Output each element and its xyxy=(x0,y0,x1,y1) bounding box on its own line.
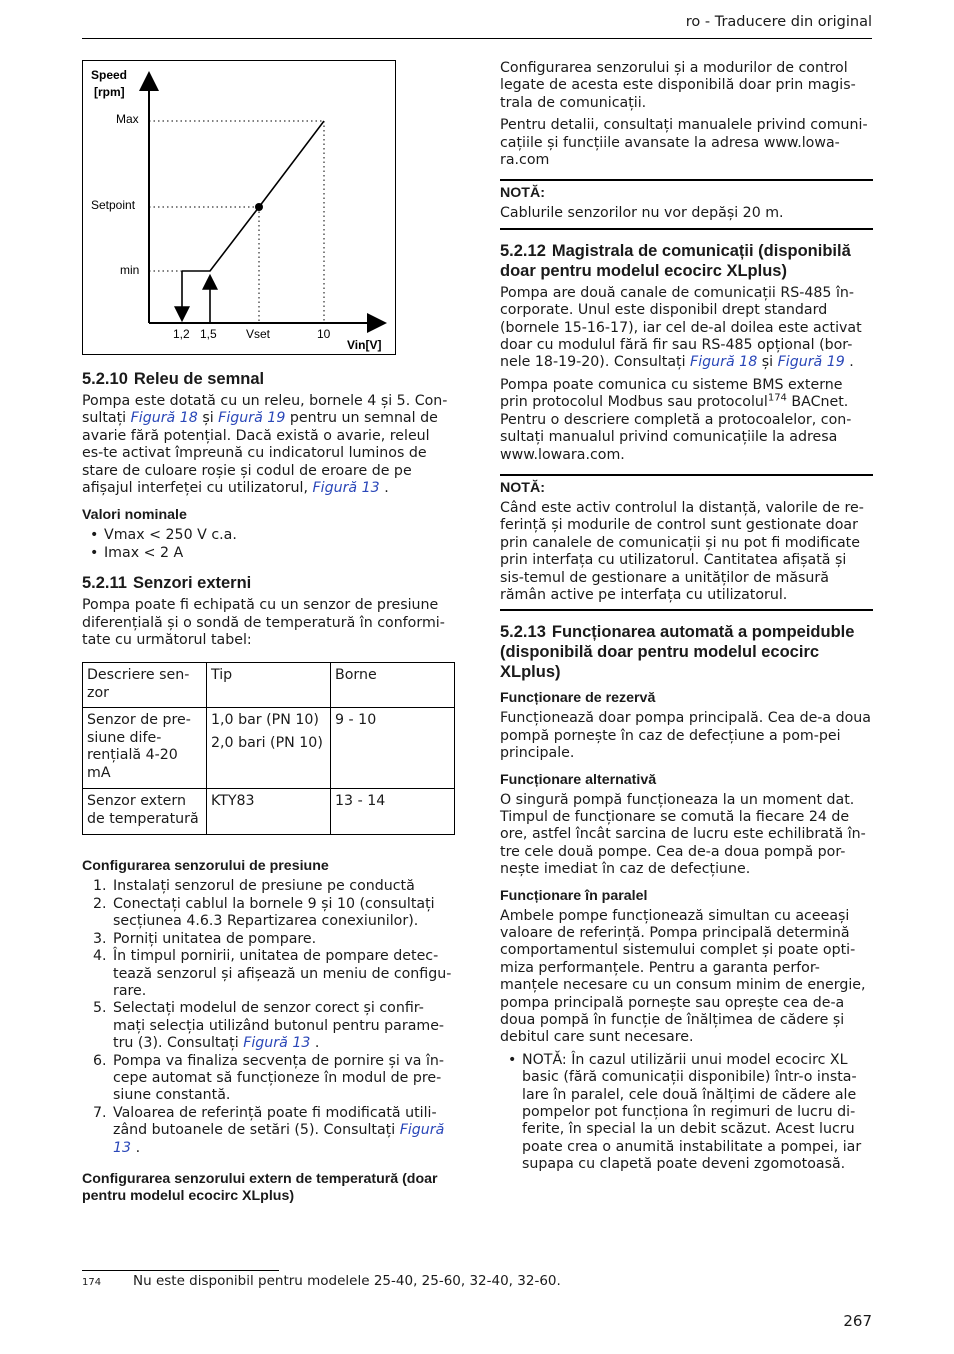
link-figura-18[interactable]: Figură 18 xyxy=(130,410,198,427)
standby-text: Funcționează doar pompa principală. Cea de-a doua pompă pornește în caz de defecțiune a pom-pei principale. xyxy=(500,710,871,762)
standby-heading: Funcționare de rezervă xyxy=(500,690,656,707)
note-box xyxy=(500,179,873,229)
note-label: NOTĂ: xyxy=(500,185,545,202)
section-5-2-11-heading: 5.2.11 Senzori externi xyxy=(82,574,252,593)
section-5-2-10-heading: 5.2.10 Releu de semnal xyxy=(82,370,265,388)
table-row xyxy=(83,708,455,789)
list-item: 1. Instalați senzorul de presiune pe conductă xyxy=(93,878,415,895)
nominal-values-list xyxy=(82,527,455,562)
y-tick-max: Max xyxy=(116,112,139,126)
footnote-rule xyxy=(82,1270,279,1271)
list-item: 2. Conectați cablul la bornele 9 și 10 (consultați secțiunea 4.6.3 Repartizarea conexiunilor). xyxy=(93,895,435,930)
parallel-note-list xyxy=(500,1052,873,1174)
page-header: ro - Traducere din original xyxy=(685,14,872,30)
list-item: • Vmax < 250 V c.a. xyxy=(82,527,455,544)
comm-config-text: Configurarea senzorului și a modurilor de control legate de acesta este disponibilă doar prin magis-trala de comunicații. xyxy=(500,60,856,111)
header-rule xyxy=(82,38,872,39)
comm-details-text: Pentru detalii, consultați manualele privind comuni-cațiile și funcțiile avansate la adresa www.lowa-ra.com xyxy=(500,117,868,169)
table-cell: 1,0 bar (PN 10) 2,0 bari (PN 10) xyxy=(207,708,331,789)
section-5-2-10-text: Pompa este dotată cu un releu, bornele 4 și 5. Con-sultați Figură 18 și Figură 19 pentru un semnal de avarie fără potențial. Dacă există o avarie, releul es-te activat împreună cu indicatorul luminos de stare de culoare roșie și codul de eroare de pe afișajul interfeței cu utilizatorul, Figură 13 . xyxy=(82,393,448,497)
pressure-sensor-config-heading: Configurarea senzorului de presiune xyxy=(82,858,329,875)
note-text: Când este activ controlul la distanță, valorile de re-ferință și modurile de control sunt gestionate doar prin canalele de comunicații și nu pot fi modificate prin interfața cu utilizatorul. Cantitatea afișată și sis-temul de gestionare a unităților de măsură rămân active pe interfața cu utilizatorul. xyxy=(500,499,864,603)
table-cell: Senzor extern de temperatură xyxy=(83,789,207,835)
table-row xyxy=(83,789,455,835)
left-column xyxy=(82,60,455,1208)
alternate-heading: Funcționare alternativă xyxy=(500,771,657,788)
table-header-row xyxy=(83,663,455,708)
footnote-number: 174 xyxy=(82,1277,102,1288)
note-text: Cablurile senzorilor nu vor depăși 20 m. xyxy=(500,205,784,222)
sensor-table xyxy=(82,662,455,835)
x-tick-10: 10 xyxy=(317,327,331,341)
x-tick-1-2: 1,2 xyxy=(173,327,190,341)
note-label: NOTĂ: xyxy=(500,479,545,496)
parallel-text: Ambele pompe funcționează simultan cu aceeași valoare de referință. Pompa principală determină comportamentul sistemului complet și poate opti-miza performanțele. Pentru a garanta perfor-manțele necesare cu un consum minim de energie, pompa principală pornește sau oprește cea de-a doua pompă în funcție de înălțimea de cădere și debitul care sunt necesare. xyxy=(500,907,866,1046)
page-number: 267 xyxy=(843,1312,872,1330)
section-5-2-12-protocols: Pompa poate comunica cu sisteme BMS externe prin protocolul Modbus sau protocolul$^{174}$ BACnet. Pentru o descriere completă a protocoalelor, con-sultați manualul privind comunicațiile la adresa www.lowara.com. xyxy=(500,376,852,463)
x-tick-1-5: 1,5 xyxy=(200,327,217,341)
link-figura-13[interactable]: Figură 13 xyxy=(243,1035,311,1052)
y-tick-setpoint: Setpoint xyxy=(91,198,136,212)
chart-svg xyxy=(83,61,395,354)
pressure-sensor-steps xyxy=(82,878,455,1157)
list-item: • NOTĂ: În cazul utilizării unui model ecocirc XL basic (fără comunicații disponibile) într-o insta-lare în paralel, cele două înălțimi de cădere ale pompelor pot funcționa în regimuri de lucru di-ferite, în special la un debit scăzut. Acest lucru poate crea o anumită instabilitate a pompei, iar supapa cu clapetă poate deveni zgomotoasă. xyxy=(500,1052,873,1174)
table-header-cell: Descriere sen-zor xyxy=(83,663,207,708)
section-5-2-12-heading: 5.2.12 Magistrala de comunicații (disponibilă doar pentru modelul ecocirc XLplus) xyxy=(500,241,851,280)
table-cell: 9 - 10 xyxy=(331,708,455,789)
section-5-2-13-heading: 5.2.13 Funcționarea automată a pompeiduble (disponibilă doar pentru modelul ecocirc XLplus) xyxy=(500,623,855,682)
table-cell: KTY83 xyxy=(207,789,331,835)
list-item: 4. În timpul pornirii, unitatea de pompare detec-tează senzorul și afișează un meniu de configu-rare. xyxy=(93,948,452,999)
x-tick-vset: Vset xyxy=(246,327,271,341)
list-item: 6. Pompa va finaliza secvența de pornire și va în-cepe automat să funcționeze în modul de pre-siune constantă. xyxy=(93,1052,445,1104)
y-tick-min: min xyxy=(120,263,140,277)
parallel-heading: Funcționare în paralel xyxy=(500,887,648,904)
section-5-2-11-intro: Pompa poate fi echipată cu un senzor de presiune diferențială și o sondă de temperatură în conformi-tate cu următorul tabel: xyxy=(82,597,445,649)
table-header-cell: Borne xyxy=(331,663,455,708)
section-5-2-12-text: Pompa are două canale de comunicații RS-485 în-corporate. Unul este disponibil drept standard (bornele 15-16-17), iar cel de-al doilea este activat doar cu modulul fără fir sau RS-485 opțional (bor-nele 18-19-20). Consultați Figură 18 și Figură 19 . xyxy=(500,284,862,371)
nominal-values-heading: Valori nominale xyxy=(82,507,187,524)
list-item: 5. Selectați modelul de senzor corect și confir-mați selecția utilizând butonul pentru parame-tru (3). Consultați Figură 13 . xyxy=(93,1000,445,1052)
link-figura-19[interactable]: Figură 19 xyxy=(218,410,286,427)
link-figura-18[interactable]: Figură 18 xyxy=(690,354,758,371)
footnote-mark[interactable]: 174 xyxy=(767,392,787,404)
y-label-line2: [rpm] xyxy=(94,85,125,99)
link-figura-13[interactable]: Figură 13 xyxy=(113,1122,445,1156)
setpoint-marker xyxy=(255,203,263,211)
footnote-text: Nu este disponibil pentru modelele 25-40, 25-60, 32-40, 32-60. xyxy=(133,1273,561,1289)
link-figura-19[interactable]: Figură 19 xyxy=(777,354,845,371)
right-column xyxy=(500,60,873,1182)
table-header-cell: Tip xyxy=(207,663,331,708)
x-label: Vin[V] xyxy=(347,338,382,352)
speed-voltage-chart xyxy=(82,60,396,355)
speed-curve xyxy=(182,121,324,271)
note-box xyxy=(500,474,873,611)
list-item: • Imax < 2 A xyxy=(82,545,455,562)
link-figura-13[interactable]: Figură 13 xyxy=(312,480,380,497)
temp-sensor-config-heading: Configurarea senzorului extern de temperatură (doar pentru modelul ecocirc XLplus) xyxy=(82,1170,438,1204)
alternate-text: O singură pompă funcționeaza la un moment dat. Timpul de funcționare se comută la fiecare 24 de ore, astfel încât sarcina de lucru este echilibrată în-tre cele două pompe. Cea de-a doua pompă por-nește imediat în caz de defecțiune. xyxy=(500,791,866,878)
list-item: 7. Valoarea de referință poate fi modificată utili-zând butoanele de setări (5). Consultați Figură 13 . xyxy=(93,1104,445,1156)
list-item: 3. Porniți unitatea de pompare. xyxy=(93,930,317,947)
table-cell: 13 - 14 xyxy=(331,789,455,835)
y-label-line1: Speed xyxy=(91,68,128,82)
table-cell: Senzor de pre-siune dife-rențială 4-20 mA xyxy=(83,708,207,789)
